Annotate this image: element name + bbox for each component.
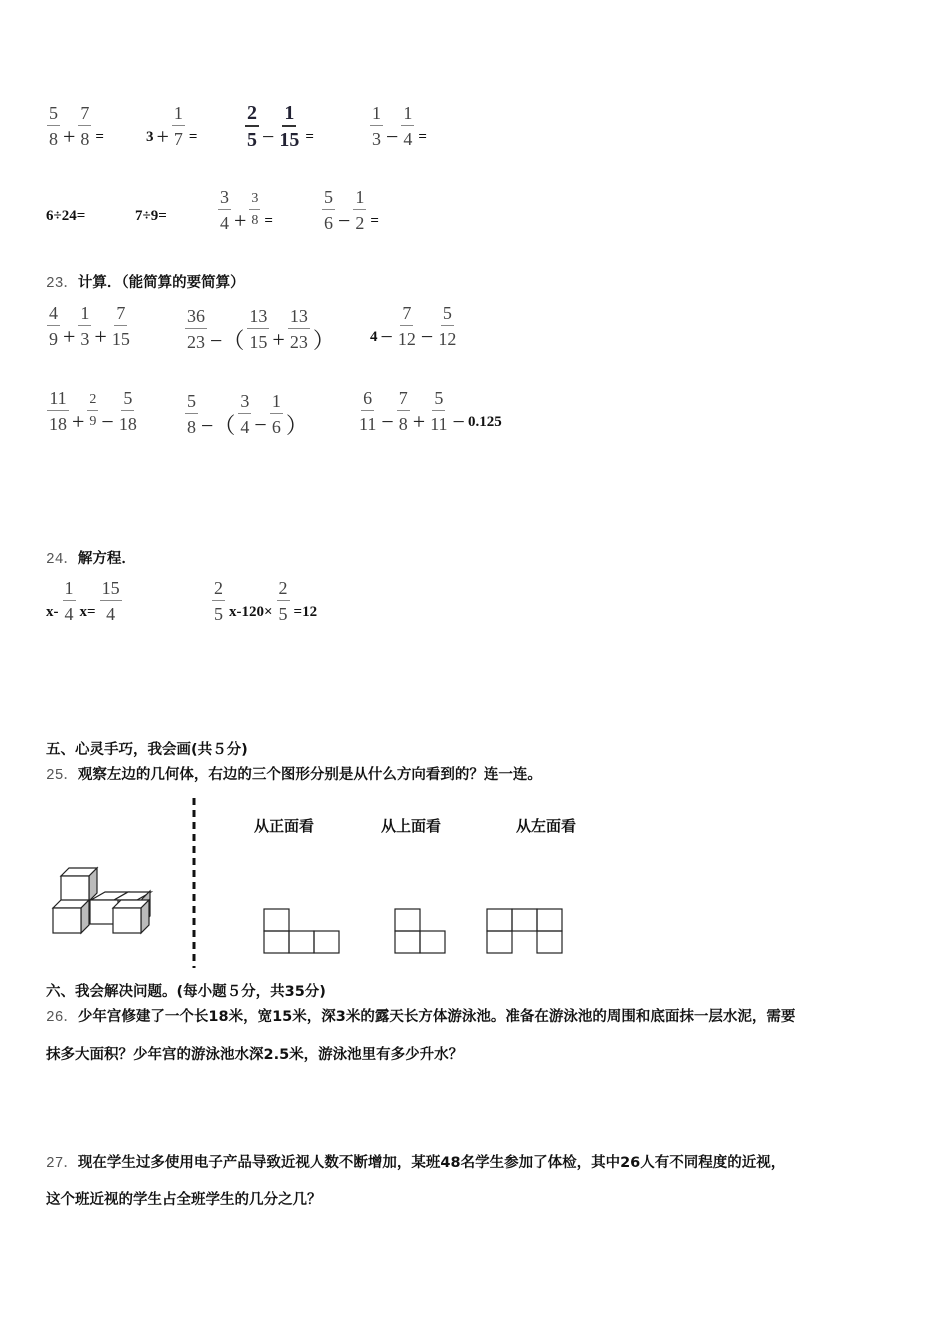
fraction — [397, 388, 410, 434]
fraction — [288, 306, 310, 352]
oral-expr — [368, 102, 429, 150]
q23-number: 23． — [46, 276, 78, 292]
fraction — [270, 391, 283, 437]
q25-number: 25． — [46, 768, 78, 784]
operator: + — [234, 208, 247, 233]
denominator: 4 — [240, 416, 250, 437]
operator: − — [452, 409, 465, 434]
denominator: 5 — [278, 604, 288, 624]
denominator: 15 — [279, 128, 300, 151]
fraction — [277, 578, 290, 624]
operator: + — [72, 409, 85, 434]
calc-expr — [183, 387, 309, 440]
q26-text-2: 抹多大面积？少年宫的游泳池水深2.5米，游泳池里有多少升水？ — [46, 1047, 464, 1063]
denominator: 8 — [187, 416, 196, 437]
calc-expr — [45, 387, 141, 435]
fraction — [247, 306, 269, 352]
q27-number: 27． — [46, 1156, 78, 1172]
denominator: 23 — [289, 331, 308, 352]
fraction — [357, 388, 378, 434]
operator: + — [412, 409, 426, 434]
operator: + — [156, 124, 169, 149]
fraction — [47, 303, 60, 349]
expression-text: 0.125 — [467, 413, 502, 430]
denominator: 9 — [89, 414, 97, 429]
expression-text: =12 — [293, 603, 318, 620]
denominator: 11 — [430, 414, 448, 434]
expression-text: 4 — [370, 328, 378, 345]
numerator: 1 — [370, 103, 383, 126]
denominator: 3 — [372, 129, 381, 149]
expression-text: 3 — [146, 128, 154, 145]
view-label-left: 从左面看 — [516, 817, 577, 835]
denominator: 6 — [324, 213, 333, 233]
q24-number: 24． — [46, 552, 78, 568]
denominator: 18 — [49, 414, 67, 434]
q25-body: 观察左边的几何体，右边的三个图形分别是从什么方向看到的？连一连。 — [77, 767, 542, 783]
operator: −（ — [201, 413, 236, 438]
denominator: 4 — [106, 604, 116, 624]
numerator: 1 — [172, 103, 185, 126]
numerator: 5 — [121, 388, 134, 411]
cube-solid-drawing — [53, 868, 151, 933]
fraction — [245, 103, 259, 150]
calc-expr — [355, 387, 504, 435]
numerator: 1 — [353, 187, 366, 210]
numerator: 5 — [47, 103, 60, 126]
section5-heading: 五、心灵手巧，我会画(共５分) — [46, 742, 248, 758]
denominator: 23 — [187, 331, 205, 352]
denominator: 7 — [173, 129, 183, 149]
q27-line1 — [46, 1151, 785, 1172]
fraction — [353, 187, 366, 233]
numerator: 7 — [397, 388, 410, 411]
oral-expr — [216, 186, 275, 234]
fraction — [110, 303, 132, 349]
denominator: 3 — [80, 329, 90, 349]
denominator: 15 — [249, 331, 268, 352]
q24-heading — [46, 547, 136, 568]
operator: + — [63, 324, 76, 349]
calc-expr — [183, 302, 336, 355]
operator: ） — [285, 413, 308, 438]
numerator: 3 — [238, 391, 251, 414]
q26-number: 26． — [46, 1010, 78, 1026]
operator: − — [380, 324, 393, 349]
denominator: 2 — [355, 213, 365, 233]
fraction — [117, 388, 139, 434]
operator: − — [254, 411, 267, 437]
numerator: 6 — [361, 388, 374, 411]
q23-title: 计算．（能简算的要简算） — [77, 275, 245, 291]
denominator: 12 — [397, 329, 416, 349]
expression-text: = — [418, 128, 427, 145]
numerator: 7 — [114, 303, 127, 326]
expression-text: x= — [79, 603, 96, 620]
expression-text: x- — [46, 603, 59, 620]
denominator: 8 — [80, 129, 90, 149]
denominator: 6 — [271, 416, 281, 437]
denominator: 18 — [118, 414, 137, 434]
numerator: 7 — [400, 303, 413, 326]
equation — [44, 578, 124, 624]
q26-text-1: 少年宫修建了一个长18米，宽15米，深3米的露天长方体游泳池。准备在游泳池的周围和底面抹一层水泥，需要 — [77, 1009, 796, 1025]
numerator: 5 — [185, 391, 198, 414]
operator: − — [262, 124, 275, 149]
denominator: 12 — [438, 329, 457, 349]
fraction — [78, 303, 91, 349]
operator: − — [381, 409, 394, 434]
expression-text: = — [188, 128, 198, 145]
numerator: 13 — [288, 306, 310, 329]
numerator: 36 — [185, 306, 207, 329]
fraction — [370, 103, 383, 149]
denominator: 8 — [251, 213, 259, 228]
fraction — [436, 303, 458, 349]
expression-text: = — [370, 212, 379, 229]
q25-text — [46, 763, 542, 784]
denominator: 8 — [49, 129, 58, 149]
denominator: 15 — [111, 329, 130, 349]
section6-heading: 六、我会解决问题。(每小题５分，共35分) — [46, 984, 326, 1000]
numerator: 2 — [277, 578, 290, 601]
q27-text-2: 这个班近视的学生占全班学生的几分之几？ — [46, 1192, 322, 1208]
fraction — [78, 103, 91, 149]
numerator: 7 — [78, 103, 91, 126]
operator: + — [272, 326, 285, 352]
equation — [210, 578, 319, 624]
denominator: 5 — [247, 128, 257, 151]
q24-title: 解方程． — [77, 551, 136, 567]
operator: ） — [312, 328, 335, 353]
view-label-front: 从正面看 — [254, 817, 315, 835]
fraction — [185, 306, 207, 352]
fraction — [238, 391, 251, 437]
fraction — [322, 187, 335, 233]
oral-expr — [44, 186, 87, 225]
numerator: 1 — [270, 391, 283, 414]
numerator: 2 — [87, 392, 98, 411]
denominator: 4 — [403, 129, 413, 149]
numerator: 3 — [218, 187, 231, 210]
numerator: 5 — [432, 388, 445, 411]
numerator: 11 — [47, 388, 68, 411]
oral-expr — [45, 102, 106, 150]
fraction — [172, 103, 185, 149]
calc-expr — [45, 302, 134, 350]
denominator: 9 — [49, 329, 58, 349]
fraction — [212, 578, 225, 624]
denominator: 4 — [64, 604, 74, 624]
numerator: 5 — [322, 187, 335, 210]
oral-expr — [144, 102, 199, 150]
q27-text-1: 现在学生过多使用电子产品导致近视人数不断增加，某班48名学生参加了体检，其中26人有不同程度的近视， — [77, 1155, 786, 1171]
expression-text: = — [95, 128, 104, 145]
numerator: 3 — [249, 191, 260, 210]
denominator: 5 — [214, 604, 223, 624]
numerator: 1 — [78, 303, 91, 326]
expression-text: 7÷9= — [135, 208, 167, 224]
operator: − — [386, 124, 399, 149]
numerator: 1 — [63, 578, 76, 601]
oral-expr — [320, 186, 381, 234]
oral-expr — [243, 102, 316, 150]
expression-text: = — [264, 212, 273, 229]
fraction — [47, 103, 60, 149]
fraction — [87, 392, 98, 430]
numerator: 1 — [401, 103, 414, 126]
fraction — [401, 103, 414, 149]
operator: −（ — [210, 328, 245, 353]
denominator: 4 — [220, 213, 229, 233]
operator: + — [63, 124, 76, 149]
expression-text: 6÷24= — [46, 208, 86, 224]
fraction — [63, 578, 76, 624]
denominator: 11 — [359, 414, 377, 434]
fraction — [218, 187, 231, 233]
view-left-shape — [487, 909, 562, 953]
numerator: 2 — [212, 578, 225, 601]
calc-expr — [368, 302, 460, 350]
view-front-shape — [264, 909, 339, 953]
numerator: 5 — [441, 303, 454, 326]
numerator: 1 — [282, 103, 296, 127]
operator: − — [101, 409, 114, 434]
operator: + — [94, 324, 107, 349]
expression-text: x-120× — [229, 603, 273, 620]
oral-expr — [133, 186, 169, 225]
operator: − — [420, 324, 434, 349]
fraction — [428, 388, 449, 434]
fraction — [100, 578, 122, 624]
numerator: 15 — [100, 578, 122, 601]
q23-heading — [46, 271, 245, 292]
denominator: 8 — [398, 414, 408, 434]
numerator: 2 — [245, 103, 259, 127]
fraction — [249, 191, 260, 229]
numerator: 13 — [247, 306, 269, 329]
expression-text: = — [305, 128, 314, 145]
fraction — [277, 103, 301, 150]
view-label-top: 从上面看 — [381, 817, 442, 835]
q26-line1 — [46, 1005, 795, 1026]
fraction — [47, 388, 69, 434]
operator: − — [338, 208, 351, 233]
fraction — [396, 303, 418, 349]
fraction — [185, 391, 198, 437]
numerator: 4 — [47, 303, 60, 326]
view-top-shape — [395, 909, 445, 953]
